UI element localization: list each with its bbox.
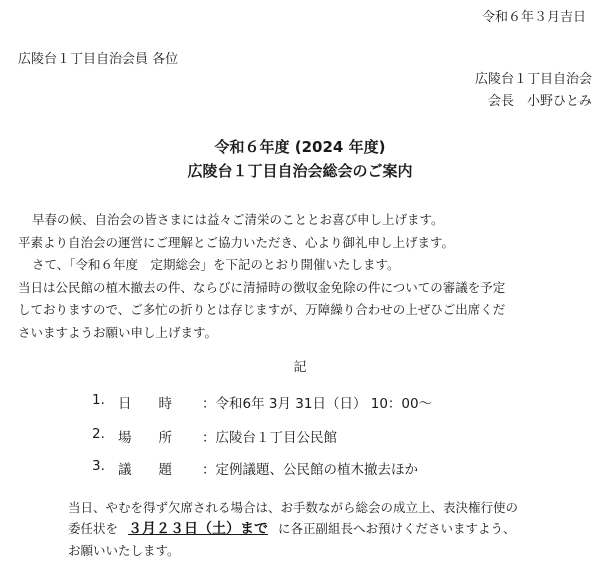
body-line: さいますようお願い申し上げます。 [18, 324, 218, 340]
item-label: 議 題 [118, 462, 172, 478]
closing-text: 委任状を [68, 521, 119, 536]
closing-line: お願いいたします。 [68, 543, 180, 558]
body-line: 早春の候、自治会の皆さまには益々ご清栄のこととお喜び申し上げます。 [32, 212, 444, 227]
body-line: しておりますので、ご多忙の折りとは存じますが、万障繰り合わせの上ぜひご出席くだ [18, 302, 506, 317]
closing-line-deadline [68, 518, 594, 540]
item-number: 2. [92, 426, 105, 442]
item-value: ：定例議題、公民館の植木撤去ほか [202, 462, 418, 478]
closing-text: に各正副組長へお預けくださいますよう、 [278, 521, 516, 536]
recipient-line: 広陵台１丁目自治会員 各位 [18, 52, 179, 67]
sender-name: 会長 小野ひとみ [487, 94, 592, 109]
document-title-year: 令和６年度 (2024 年度) [214, 138, 386, 156]
item-value: ：令和6年 3月 31日（日） 10：00〜 [202, 396, 433, 412]
item-label: 日 時 [118, 396, 172, 412]
closing-paragraph [68, 497, 594, 561]
deadline-date: ３月２３日（土）まで [128, 521, 269, 537]
body-line: 当日は公民館の植木撤去の件、ならびに清掃時の徴収金免除の件についての審議を予定 [18, 279, 506, 295]
closing-line: 当日、やむを得ず欠席される場合は、お手数ながら総会の成立上、表決権行使の [68, 500, 519, 515]
body-line: さて、「令和６年度 定期総会」を下記のとおり開催いたします。 [32, 257, 400, 272]
item-label: 場 所 [118, 430, 172, 446]
document-title: 広陵台１丁目自治会総会のご案内 [187, 162, 413, 180]
item-number: 1. [92, 392, 105, 408]
sender-organization: 広陵台１丁目自治会 [474, 72, 592, 87]
issue-date: 令和６年３月吉日 [481, 10, 586, 25]
item-number: 3. [92, 458, 105, 474]
ki-heading: 記 [293, 360, 307, 375]
body-paragraph [18, 209, 590, 344]
body-line: 平素より自治会の運営にご理解とご協力いただき、心より御礼申し上げます。 [18, 234, 455, 250]
item-value: ：広陵台１丁目公民館 [202, 430, 337, 446]
